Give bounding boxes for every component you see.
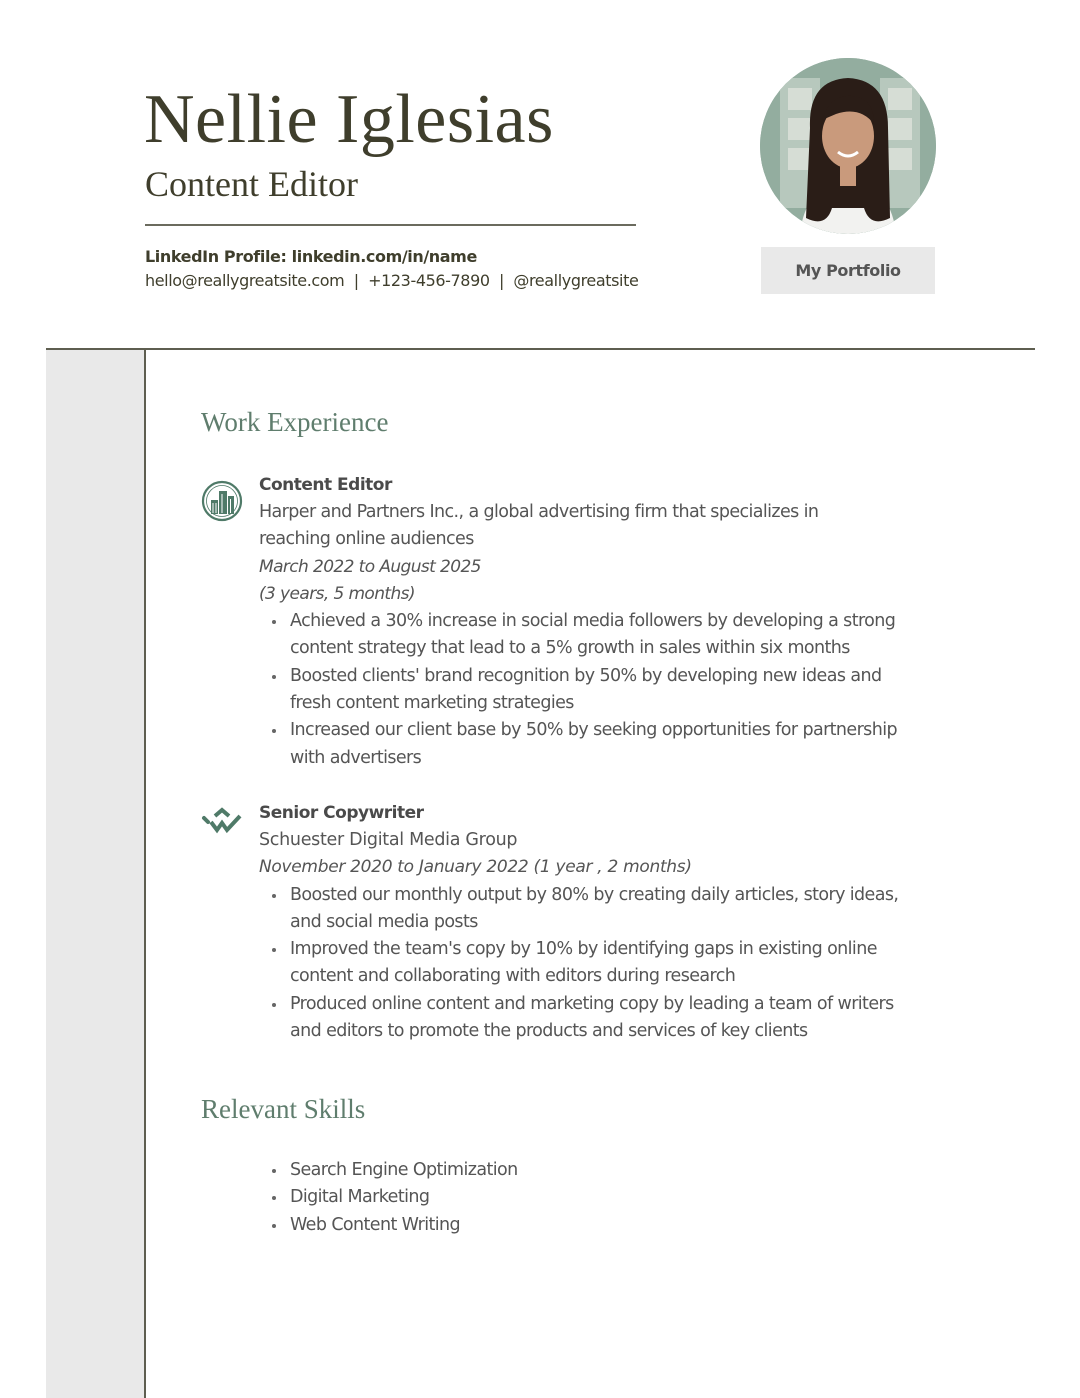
portfolio-button[interactable]: My Portfolio — [761, 247, 935, 294]
profile-photo — [760, 58, 936, 234]
job-entry-senior-copywriter — [259, 800, 939, 1045]
section-divider — [46, 348, 1035, 350]
job-dates: March 2022 to August 2025 — [259, 556, 481, 577]
buildings-icon — [201, 480, 243, 526]
job-title: Senior Copywriter — [259, 803, 424, 823]
job-company: Schuester Digital Media Group — [259, 830, 518, 850]
linkedin-profile[interactable]: LinkedIn Profile: linkedin.com/in/name — [145, 247, 477, 266]
contact-info: hello@reallygreatsite.com | +123-456-7890 | @reallygreatsite — [145, 271, 639, 290]
achievement-item: Achieved a 30% increase in social media followers by developing a strong content strategy that lead to a 5% growth in sales within six months — [259, 608, 924, 663]
job-title-heading: Content Editor — [145, 164, 358, 204]
skill-item: Search Engine Optimization — [259, 1157, 659, 1184]
job-achievements — [259, 608, 924, 772]
sidebar-divider — [144, 349, 146, 1398]
candidate-name: Nellie Iglesias — [144, 81, 554, 158]
job-entry-content-editor — [259, 472, 939, 772]
sidebar-panel — [46, 350, 144, 1398]
work-experience-heading: Work Experience — [201, 407, 389, 437]
profile-photo-image — [760, 58, 936, 234]
achievement-item: Improved the team's copy by 10% by identifying gaps in existing online content and collaborating with editors during research — [259, 936, 929, 991]
skill-item: Digital Marketing — [259, 1184, 659, 1211]
job-title: Content Editor — [259, 475, 392, 495]
skills-heading: Relevant Skills — [201, 1094, 366, 1124]
job-achievements — [259, 882, 929, 1046]
skill-item: Web Content Writing — [259, 1212, 659, 1239]
header-divider — [145, 224, 636, 226]
achievement-item: Increased our client base by 50% by seeking opportunities for partnership with advertisers — [259, 717, 924, 772]
job-dates: November 2020 to January 2022 (1 year , 2 months) — [259, 857, 692, 878]
job-company: Harper and Partners Inc., a global advertising firm that specializes in reaching online audiences — [259, 502, 819, 550]
chevron-wave-icon — [201, 806, 243, 840]
achievement-item: Boosted our monthly output by 80% by creating daily articles, story ideas, and social media posts — [259, 882, 929, 937]
achievement-item: Produced online content and marketing copy by leading a team of writers and editors to promote the products and services of key clients — [259, 991, 929, 1046]
skills-list — [259, 1157, 659, 1239]
achievement-item: Boosted clients' brand recognition by 50% by developing new ideas and fresh content marketing strategies — [259, 663, 924, 718]
job-duration: (3 years, 5 months) — [259, 583, 415, 604]
